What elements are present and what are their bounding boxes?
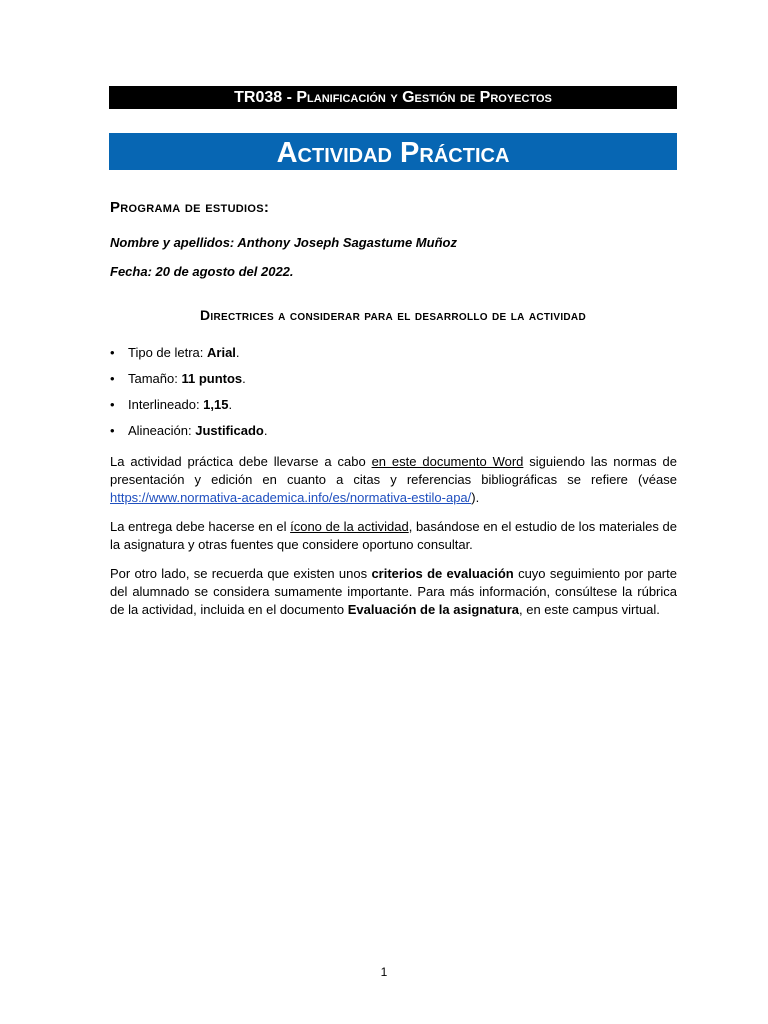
activity-title: Actividad Práctica [109,133,677,170]
paragraph-evaluation: Por otro lado, se recuerda que existen unos criterios de evaluación cuyo seguimiento por parte del alumnado se considera sumamente importante. Para más información, consúltese la rúbrica de la actividad, incluida en el documento Evaluación de la asignatura, en este campus virtual. [110,566,677,617]
word-document-reference: en este documento Word [371,454,524,469]
course-header-bar [109,86,677,109]
course-separator: - [282,89,297,106]
bullet-icon: • [110,345,115,360]
apa-norms-link[interactable]: https://www.normativa-academica.info/es/normativa-estilo-apa/ [110,490,472,505]
paragraph-submission: La entrega debe hacerse en el ícono de la actividad, basándose en el estudio de los materiales de la asignatura y otras fuentes que considere oportuno consultar. [110,519,677,552]
course-name: Planificación y Gestión de Proyectos [296,89,552,106]
course-code: TR038 [234,89,283,106]
bullet-icon: • [110,397,115,412]
bullet-icon: • [110,371,115,386]
subject-evaluation-document: Evaluación de la asignatura [347,602,519,617]
list-item: • Alineación: Justificado. [110,423,268,438]
submission-date: Fecha: 20 de agosto del 2022. [110,264,294,279]
guidelines-list [110,344,267,448]
program-label: Programa de estudios: [110,199,270,216]
list-item: • Interlineado: 1,15. [110,397,233,412]
student-name: Nombre y apellidos: Anthony Joseph Sagastume Muñoz [110,235,457,250]
bullet-icon: • [110,423,115,438]
list-item: • Tamaño: 11 puntos. [110,371,246,386]
activity-icon-reference: ícono de la actividad [290,519,409,534]
guidelines-title: Directrices a considerar para el desarrollo de la actividad [200,307,586,323]
page-number: 1 [380,965,388,979]
list-item: • Tipo de letra: Arial. [110,345,240,360]
evaluation-criteria: criterios de evaluación [371,566,514,581]
paragraph-format-instructions: La actividad práctica debe llevarse a cabo en este documento Word siguiendo las normas de presentación y edición en cuanto a citas y referencias bibliográficas se refiere (véase https://www.normativa-academica.info/es/normativa-estilo-apa/). [110,454,677,505]
